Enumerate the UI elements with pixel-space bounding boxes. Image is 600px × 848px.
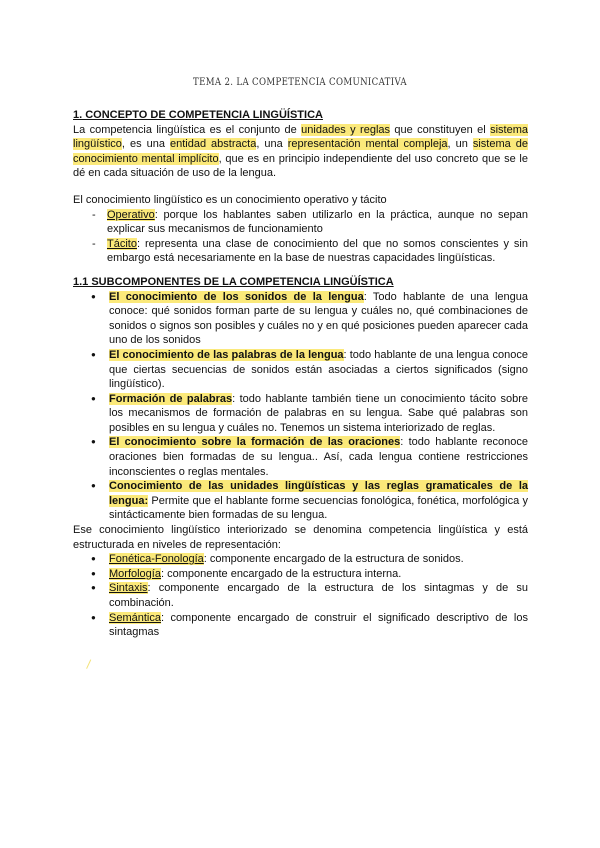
- text-run: , un: [447, 138, 473, 151]
- paragraph-knowledge: El conocimiento lingüístico es un conocimiento operativo y tácito: [73, 193, 387, 206]
- page-title: TEMA 2. LA COMPETENCIA COMUNICATIVA: [193, 76, 407, 88]
- list-item: [73, 611, 528, 640]
- section-heading-2: 1.1 SUBCOMPONENTES DE LA COMPETENCIA LINGÜÍSTICA: [73, 275, 394, 288]
- term-sintaxis: Sintaxis: [109, 582, 148, 595]
- text-run: La competencia lingüística es el conjunto de: [73, 123, 302, 136]
- term-semantica: Semántica: [109, 611, 161, 624]
- bullet-list-subcomponents: [73, 290, 528, 524]
- list-item: [73, 392, 528, 436]
- text-run: , que es en principio independiente del uso concreto que se le dé en cada situación de uso de la lengua.: [73, 152, 528, 180]
- section-heading-1: 1. CONCEPTO DE COMPETENCIA LINGÜÍSTICA: [73, 109, 323, 121]
- text-run: : porque los hablantes saben utilizarlo en la práctica, aunque no sepan explicar sus mecanismos de funcionamiento: [107, 208, 528, 236]
- text-run: , es una: [121, 138, 170, 151]
- text-run: : componente encargado de la estructura interna.: [160, 567, 402, 580]
- text-run: : todo hablante reconoce oraciones bien formadas de su lengua.. Así, cada lengua contiene restricciones inconscientes o reglas mentales.: [109, 436, 529, 478]
- text-run: : todo hablante también tiene un conocimiento tácito sobre los mecanismos de formación de palabras en su lengua. Sabe qué palabras son posibles en su lengua y cuáles no. Tenemos un sistema interiorizado de reglas.: [109, 392, 528, 434]
- highlighter-mark: [86, 659, 95, 670]
- bold-term: El conocimiento de los sonidos de la lengua: [109, 290, 364, 303]
- list-item: [73, 237, 528, 266]
- term-fonetica: Fonética-Fonología: [109, 553, 204, 566]
- text-run: : componente encargado de construir el significado descriptivo de los sintagmas: [109, 611, 528, 639]
- text-run: : Todo hablante de una lengua conoce: qué sonidos forman parte de su lengua y cuáles no, qué combinaciones de sonidos o signos son posibles y cuáles no y en qué posiciones pueden aparecer cada uno de los sonidos: [109, 290, 528, 347]
- text-run: : componente encargado de la estructura de los sintagmas y de su combinación.: [109, 582, 528, 609]
- text-run: : componente encargado de la estructura de sonidos.: [203, 553, 464, 566]
- paragraph-levels: Ese conocimiento lingüístico interiorizado se denomina competencia lingüística y está estructurada en niveles de representación:: [73, 524, 528, 551]
- list-item: [73, 435, 528, 479]
- highlight: representación mental compleja: [287, 138, 448, 151]
- highlight: unidades y reglas: [301, 123, 391, 136]
- paragraph-definition: [73, 123, 528, 181]
- list-item: [73, 348, 528, 392]
- term-tacito: Tácito: [107, 237, 137, 250]
- list-item: [73, 208, 528, 237]
- term-morfologia: Morfología: [109, 567, 161, 580]
- bold-term: El conocimiento sobre la formación de las oraciones: [109, 436, 401, 449]
- text-run: : todo hablante de una lengua conoce que ciertas secuencias de sonidos están asociadas a ciertos significados (signo lingüístico).: [109, 348, 528, 391]
- text-run: que constituyen el: [390, 123, 491, 136]
- bold-term: El conocimiento de las palabras de la lengua: [109, 348, 344, 361]
- document-body: [73, 108, 528, 640]
- highlight: entidad abstracta: [169, 138, 257, 151]
- highlight: sistema lingüístico: [73, 123, 528, 151]
- list-item: [73, 581, 528, 610]
- list-item: [73, 567, 528, 582]
- list-item: [73, 552, 528, 567]
- text-run: , una: [256, 138, 288, 151]
- bullet-list-components: [73, 552, 528, 640]
- text-run: Permite que el hablante forme secuencias fonológica, fonética, morfológica y sintácticamente bien formadas de su lengua.: [109, 494, 528, 522]
- list-item: [73, 290, 528, 348]
- bold-term: Formación de palabras: [109, 392, 233, 405]
- highlight: sistema de conocimiento mental implícito: [73, 138, 528, 165]
- list-item: [73, 479, 528, 523]
- text-run: : representa una clase de conocimiento del que no somos conscientes y sin embargo está necesariamente en la base de nuestras capacidades lingüísticas.: [107, 237, 528, 265]
- bold-term: Conocimiento de las unidades lingüísticas y las reglas gramaticales de la lengua:: [109, 480, 528, 507]
- dash-list: [73, 208, 528, 266]
- term-operativo: Operativo: [107, 208, 155, 221]
